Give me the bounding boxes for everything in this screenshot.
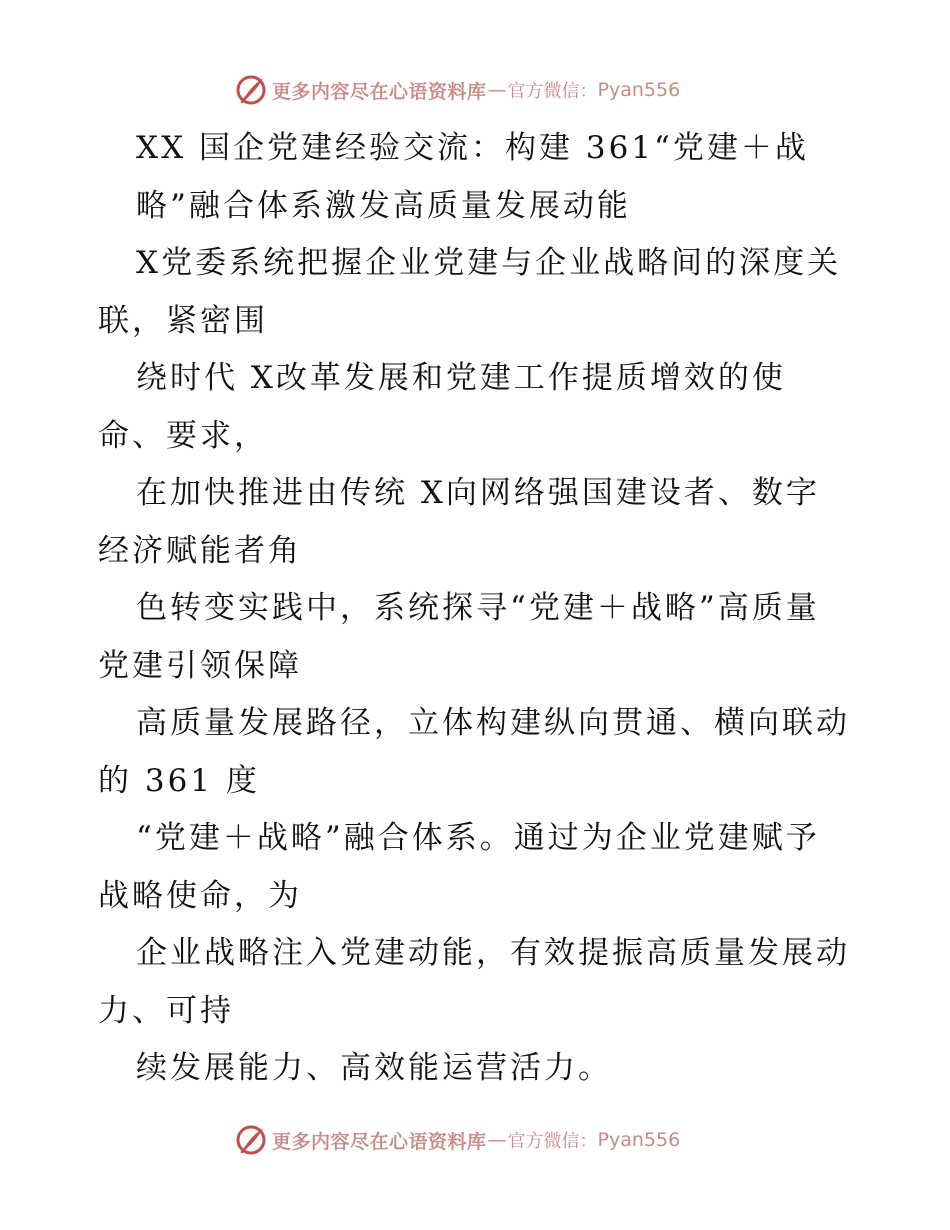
paragraph-line: 的 361 度 bbox=[98, 762, 260, 799]
document-body bbox=[98, 120, 858, 1098]
paragraph-line: X党委系统把握企业党建与企业战略间的深度关 bbox=[136, 245, 842, 281]
paragraph-line: 续发展能力、高效能运营活力。 bbox=[136, 1050, 612, 1086]
paragraph-line: 力、可持 bbox=[98, 992, 234, 1029]
watermark-text: 更多内容尽在心语资料库 bbox=[272, 80, 487, 103]
watermark-wechat-id: Pyan556 bbox=[597, 1129, 681, 1151]
paragraph-line: 命、要求， bbox=[98, 417, 268, 454]
paragraph-line: 绕时代 X改革发展和党建工作提质增效的使 bbox=[136, 360, 786, 396]
feather-pen-logo-icon bbox=[234, 73, 268, 107]
watermark-dash: — bbox=[487, 79, 507, 101]
watermark-dash: — bbox=[487, 1129, 507, 1151]
paragraph-line: 联，紧密围 bbox=[98, 302, 268, 339]
paragraph-line: 战略使命，为 bbox=[98, 877, 302, 914]
document-title-line-2: 略”融合体系激发高质量发展动能 bbox=[136, 187, 631, 224]
paragraph-line: “党建＋战略”融合体系。通过为企业党建赋予 bbox=[136, 820, 820, 856]
watermark-wechat-id: Pyan556 bbox=[597, 79, 681, 101]
watermark-wechat-label: 官方微信： bbox=[507, 1131, 598, 1152]
paragraph-line: 党建引领保障 bbox=[98, 647, 302, 684]
document-title-line-1: XX 国企党建经验交流：构建 361“党建＋战 bbox=[136, 130, 809, 166]
paragraph-line: 色转变实践中，系统探寻“党建＋战略”高质量 bbox=[136, 590, 820, 626]
header-watermark bbox=[234, 72, 680, 108]
paragraph-line: 在加快推进由传统 X向网络强国建设者、数字 bbox=[136, 475, 820, 511]
feather-pen-logo-icon bbox=[234, 1123, 268, 1157]
watermark-wechat-label: 官方微信： bbox=[507, 81, 598, 102]
footer-watermark bbox=[234, 1122, 680, 1158]
paragraph-line: 高质量发展路径，立体构建纵向贯通、横向联动 bbox=[136, 705, 850, 741]
paragraph-line: 经济赋能者角 bbox=[98, 532, 302, 569]
paragraph-line: 企业战略注入党建动能，有效提振高质量发展动 bbox=[136, 935, 850, 971]
watermark-text: 更多内容尽在心语资料库 bbox=[272, 1130, 487, 1153]
document-paragraph bbox=[98, 235, 858, 1098]
